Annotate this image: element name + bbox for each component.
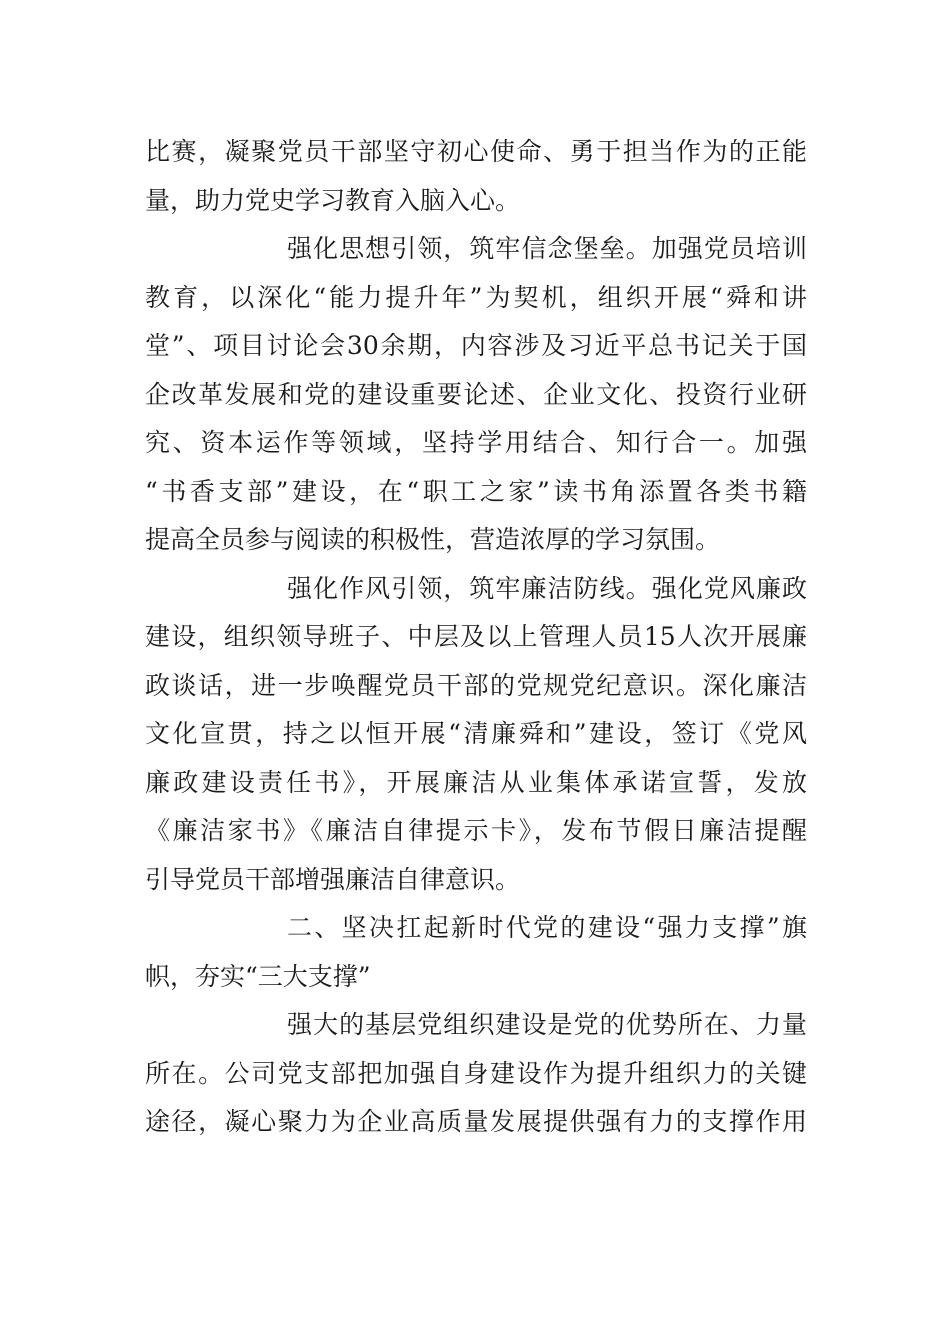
text-line: 途径，凝心聚力为企业高质量发展提供强有力的支撑作用 (145, 1107, 807, 1136)
text-line: 文化宣贯，持之以恒开展“清廉舜和”建设，签订《党风 (145, 719, 807, 748)
text-line: 量，助力党史学习教育入脑入心。 (145, 185, 521, 215)
paragraph-first-line: 强化思想引领，筑牢信念堡垒。加强党员培训 (287, 234, 807, 263)
text-line: 堂”、项目讨论会30余期，内容涉及习近平总书记关于国 (145, 331, 807, 360)
text-line: 廉政建设责任书》，开展廉洁从业集体承诺宣誓，发放 (145, 767, 807, 797)
paragraph-first-line: 强化作风引领，筑牢廉洁防线。强化党风廉政 (287, 573, 807, 603)
text-line: 比赛，凝聚党员干部坚守初心使命、勇于担当作为的正能 (145, 137, 807, 166)
section-heading-line: 二、坚决扛起新时代党的建设“强力支撑”旗 (287, 913, 807, 942)
text-line: “书香支部”建设，在“职工之家”读书角添置各类书籍 (145, 476, 807, 506)
document-body (145, 128, 807, 1147)
section-heading-line: 帜，夯实“三大支撑” (145, 961, 371, 991)
text-line: 引导党员干部增强廉洁自律意识。 (145, 864, 521, 894)
text-line: 教育，以深化“能力提升年”为契机，组织开展“舜和讲 (145, 282, 807, 312)
text-line: 究、资本运作等领域，坚持学用结合、知行合一。加强 (145, 428, 807, 457)
text-line: 所在。公司党支部把加强自身建设作为提升组织力的关键 (145, 1058, 807, 1088)
text-line: 企改革发展和党的建设重要论述、企业文化、投资行业研 (145, 379, 807, 409)
text-line: 建设，组织领导班子、中层及以上管理人员15人次开展廉 (145, 622, 807, 651)
text-line: 政谈话，进一步唤醒党员干部的党规党纪意识。深化廉洁 (145, 670, 807, 700)
text-line: 《廉洁家书》《廉洁自律提示卡》，发布节假日廉洁提醒 (145, 816, 807, 845)
paragraph-first-line: 强大的基层党组织建设是党的优势所在、力量 (287, 1010, 807, 1039)
text-line: 提高全员参与阅读的积极性，营造浓厚的学习氛围。 (145, 525, 721, 554)
